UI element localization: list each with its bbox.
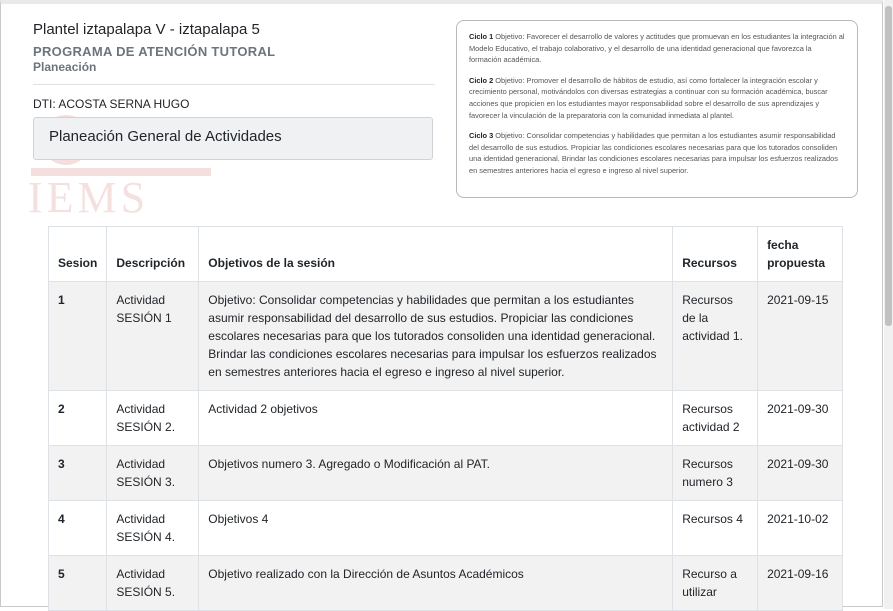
- cell-descripcion: Actividad SESIÓN 3.: [107, 446, 199, 501]
- cell-sesion: 2: [49, 391, 107, 446]
- section-label: Planeación: [33, 60, 97, 74]
- scrollbar-thumb[interactable]: [885, 6, 892, 326]
- cell-objetivos: Objetivos numero 3. Agregado o Modificación al PAT.: [199, 446, 673, 501]
- plantel-title: Plantel iztapalapa V - iztapalapa 5: [33, 21, 260, 38]
- sessions-table: [48, 226, 843, 611]
- watermark-logo-text: IEMS: [28, 173, 150, 222]
- programa-subtitle: PROGRAMA DE ATENCIÓN TUTORAL: [33, 44, 276, 59]
- table-row: [49, 501, 843, 556]
- cell-descripcion: Actividad SESIÓN 5.: [107, 556, 199, 611]
- cell-sesion: 3: [49, 446, 107, 501]
- ciclo-1: [469, 31, 845, 66]
- cell-descripcion: Actividad SESIÓN 4.: [107, 501, 199, 556]
- table-row: [49, 446, 843, 501]
- ciclo-2: [469, 75, 845, 121]
- cell-sesion: 1: [49, 282, 107, 391]
- cell-recursos: Recurso a utilizar: [673, 556, 758, 611]
- planeacion-card-title: Planeación General de Actividades: [33, 117, 433, 160]
- cell-recursos: Recursos 4: [673, 501, 758, 556]
- ciclo-text: Objetivo: Consolidar competencias y habilidades que permitan a los estudiantes asumir responsabilidad del desarrollo de sus estudios. Propiciar las condiciones escolares necesarias para que los tutorados consoliden una identidad generacional. Brindar las condiciones escolares necesarias para impulsar los esfuerzos realizados en semestres anteriores hacia el egreso e ingreso al nivel superior.: [469, 131, 838, 175]
- table-row: [49, 391, 843, 446]
- cell-objetivos: Objetivos 4: [199, 501, 673, 556]
- cell-fecha: 2021-10-02: [758, 501, 843, 556]
- cell-objetivos: Actividad 2 objetivos: [199, 391, 673, 446]
- cell-fecha: 2021-09-30: [758, 391, 843, 446]
- ciclo-text: Objetivo: Promover el desarrollo de hábitos de estudio, así como fortalecer la integración escolar y crecimiento personal, motivándolos con diversas estrategias a continuar con su formación académica, buscar acciones que propicien en los estudiantes mayor responsabilidad sobre el desarrollo de sus aprendizajes y favorecer la vinculación de la preparatoria con la comunidad inmediata al plantel.: [469, 75, 828, 120]
- table-row: [49, 556, 843, 611]
- ciclo-label: Ciclo 2: [469, 75, 494, 85]
- table-header-row: [49, 227, 843, 282]
- cell-recursos: Recursos numero 3: [673, 446, 758, 501]
- col-header-sesion: Sesion: [49, 227, 107, 282]
- col-header-fecha: fecha propuesta: [758, 227, 843, 282]
- cell-descripcion: Actividad SESIÓN 1: [107, 282, 199, 391]
- cell-recursos: Recursos actividad 2: [673, 391, 758, 446]
- ciclo-label: Ciclo 1: [469, 32, 494, 41]
- vertical-scrollbar[interactable]: [884, 0, 893, 609]
- col-header-recursos: Recursos: [673, 227, 758, 282]
- cell-objetivos: Objetivo: Consolidar competencias y habilidades que permitan a los estudiantes asumir responsabilidad del desarrollo de sus estudios. Propiciar las condiciones escolares necesarias para que los tutorados consoliden una identidad generacional. Brindar las condiciones escolares necesarias para impulsar los esfuerzos realizados en semestres anteriores hacia el egreso e ingreso al nivel superior.: [199, 282, 673, 391]
- cell-objetivos: Objetivo realizado con la Dirección de Asuntos Académicos: [199, 556, 673, 611]
- col-header-objetivos: Objetivos de la sesión: [199, 227, 673, 282]
- cell-recursos: Recursos de la actividad 1.: [673, 282, 758, 391]
- cell-fecha: 2021-09-30: [758, 446, 843, 501]
- ciclos-objectives-box: [456, 20, 858, 198]
- header-divider: [33, 84, 435, 85]
- page-header: [33, 20, 435, 74]
- cell-descripcion: Actividad SESIÓN 2.: [107, 391, 199, 446]
- cell-fecha: 2021-09-15: [758, 282, 843, 391]
- cell-sesion: 4: [49, 501, 107, 556]
- cell-fecha: 2021-09-16: [758, 556, 843, 611]
- ciclo-text: Objetivo: Favorecer el desarrollo de valores y actitudes que promuevan en los estudiantes la integración al Modelo Educativo, el trabajo colaborativo, y el desarrollo de una identidad generacional que favorezca la formación académica.: [469, 32, 845, 65]
- ciclo-label: Ciclo 3: [469, 131, 494, 141]
- ciclo-3: [469, 130, 845, 176]
- col-header-descripcion: Descripción: [107, 227, 199, 282]
- dti-name: DTI: ACOSTA SERNA HUGO: [33, 97, 190, 111]
- table-row: [49, 282, 843, 391]
- cell-sesion: 5: [49, 556, 107, 611]
